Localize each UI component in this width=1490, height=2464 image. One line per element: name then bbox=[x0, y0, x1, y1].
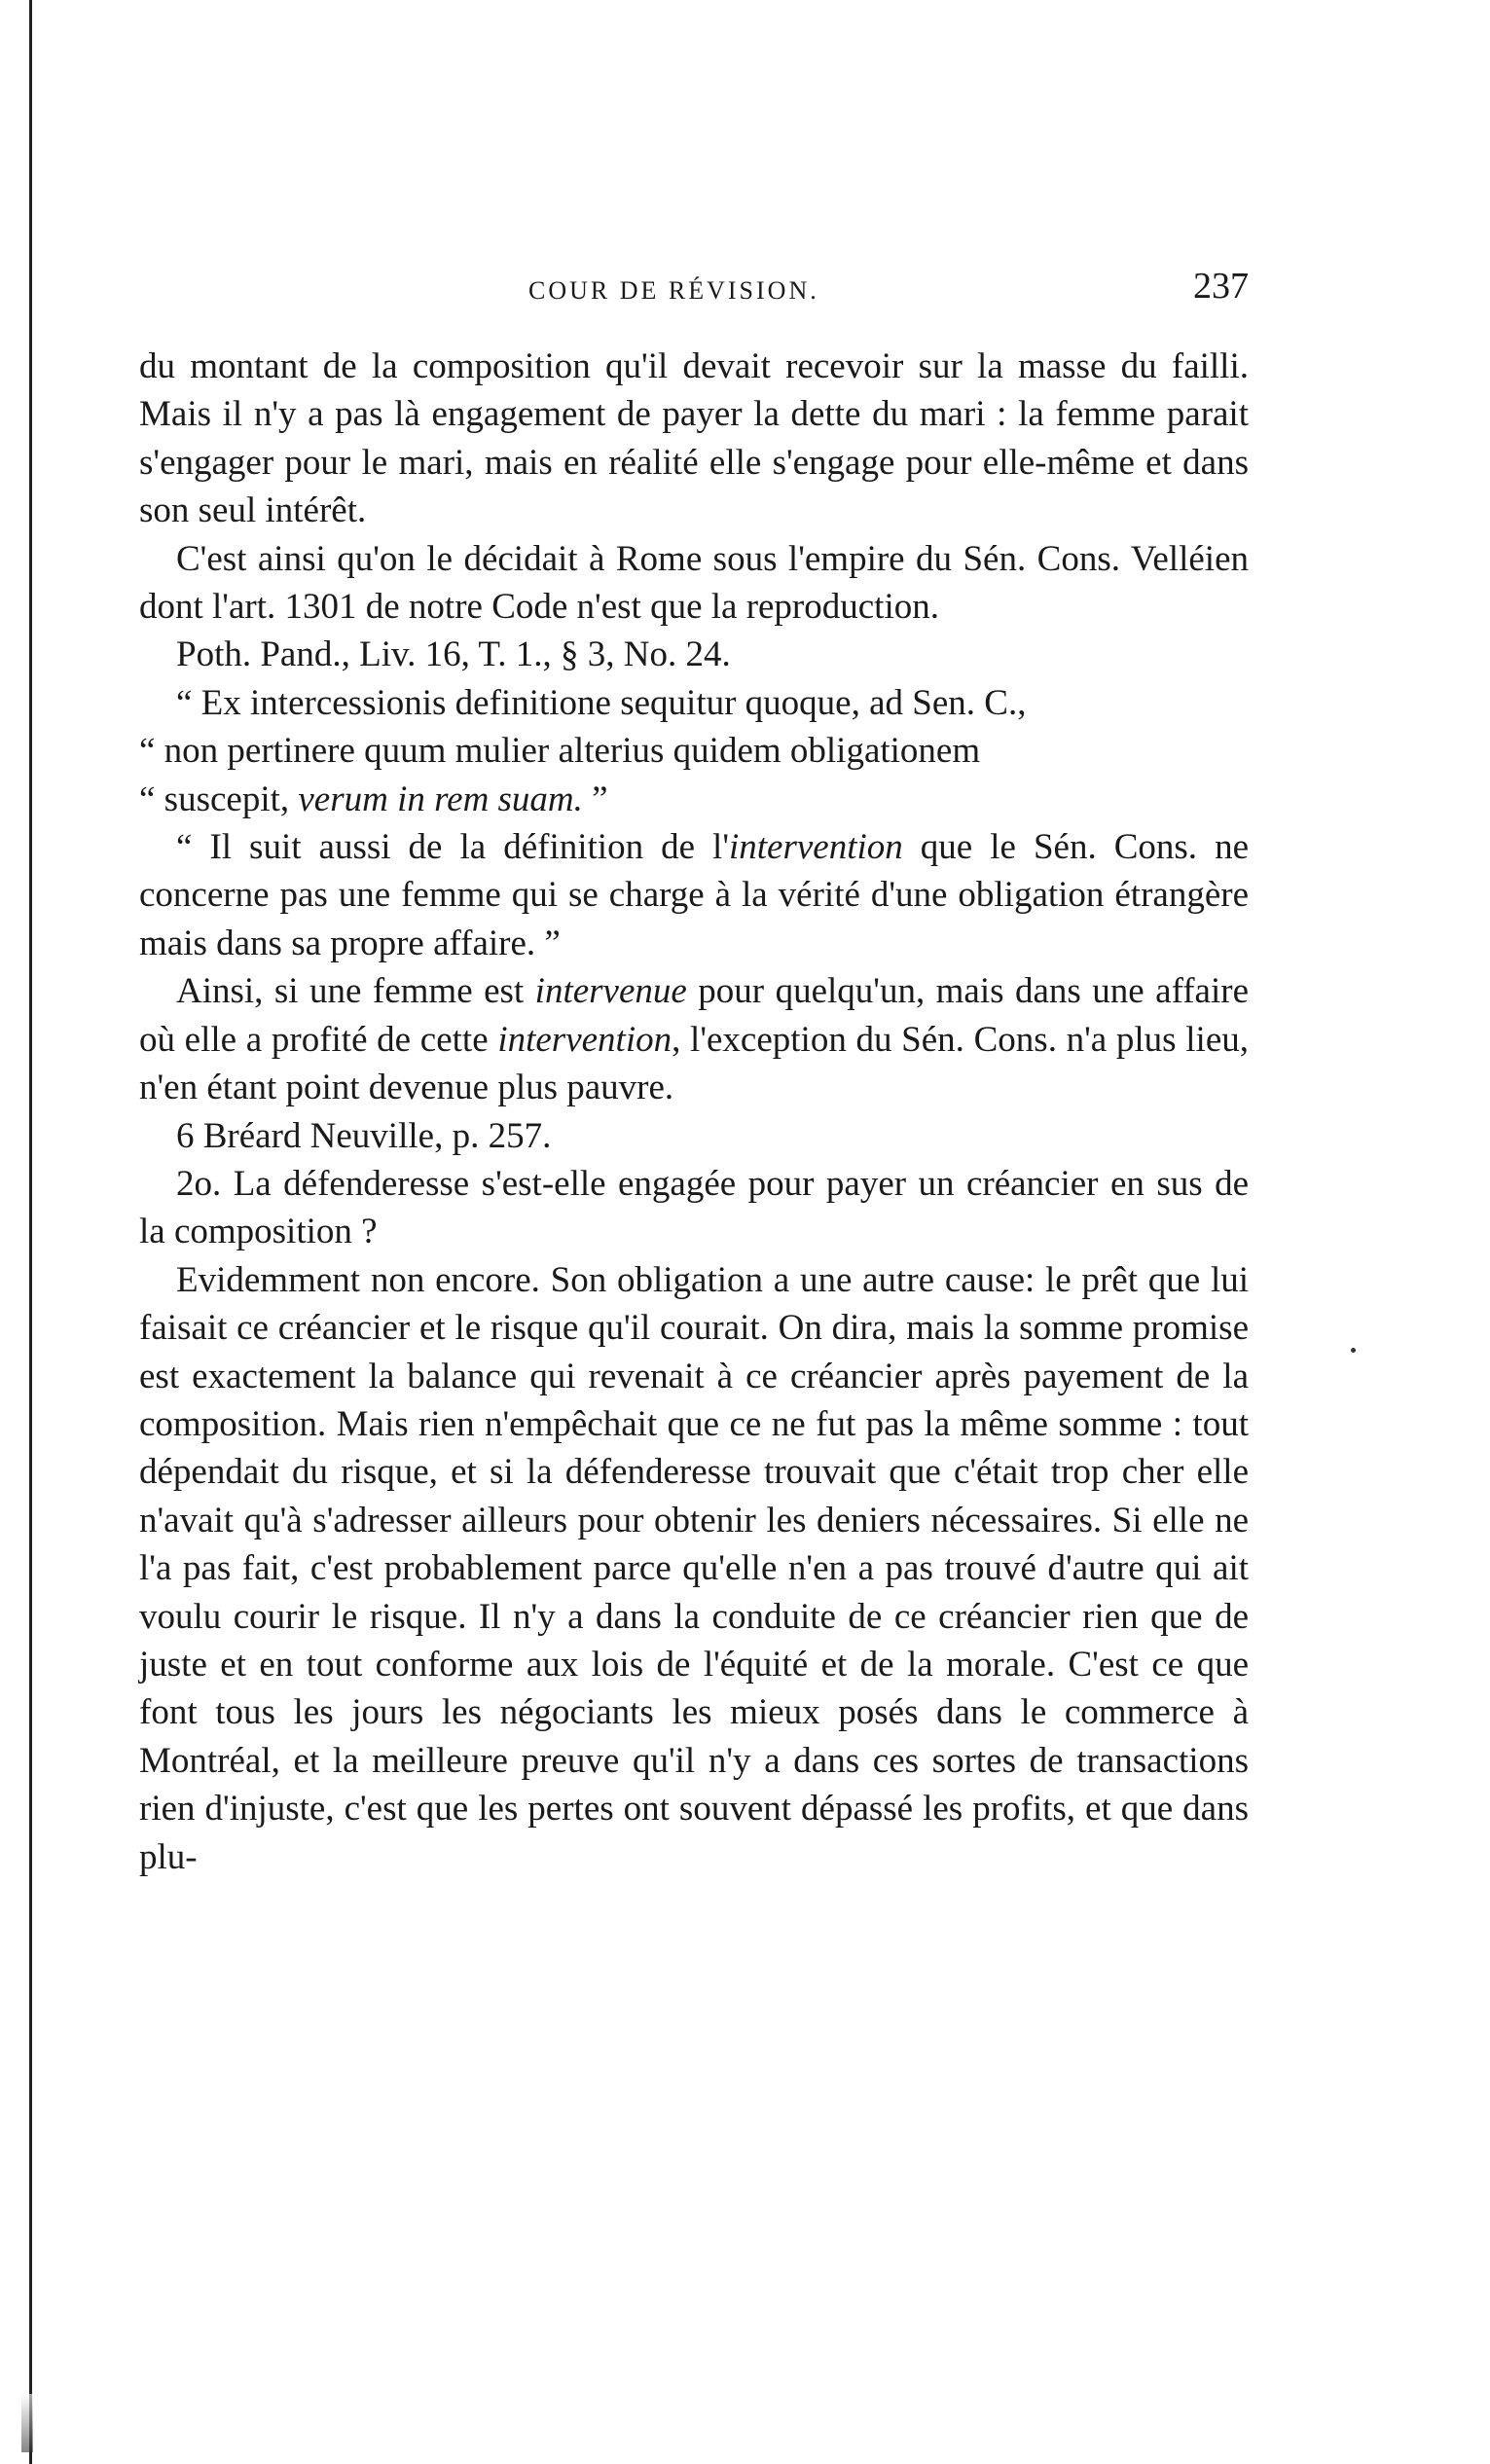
french-quotation bbox=[139, 823, 1249, 967]
french-quote-italic: intervention bbox=[728, 827, 903, 868]
ainsi-italic-intervenue: intervenue bbox=[534, 971, 687, 1012]
french-quote-lead: “ Il suit aussi de la définition de l' bbox=[176, 827, 729, 868]
latin-quote-line-1: “ Ex intercessionis definitione sequitur quoque, ad Sen. C., bbox=[176, 682, 1027, 723]
latin-quote-line-2: “ non pertinere quum mulier alterius quidem obligationem bbox=[139, 731, 981, 772]
page-binding-edge bbox=[29, 0, 32, 2464]
paragraph-evidemment: Evidemment non encore. Son obligation a une autre cause: le prêt que lui faisait ce créancier et le risque qu'il courait. On dira, mais la somme promise est exactement la balance qui revenait à ce créancier après payement de la composition. Mais rien n'empêchait que ce ne fut pas la même somme : tout dépendait du risque, et si la défenderesse trouvait que c'était trop cher elle n'avait qu'à s'adresser ailleurs pour obtenir les deniers nécessaires. Si elle ne l'a pas fait, c'est probablement parce qu'elle n'en a pas trouvé d'autre qui ait voulu courir le risque. Il n'y a dans la conduite de ce créancier rien que de juste et en tout conforme aux lois de l'équité et de la morale. C'est ce que font tous les jours les négociants les mieux posés dans le commerce à Montréal, et la meilleure preuve qu'il n'y a dans ces sortes de transactions rien d'injuste, c'est que les pertes ont souvent dépassé les profits, et que dans plu- bbox=[139, 1259, 1249, 1877]
binding-smudge bbox=[21, 2394, 33, 2452]
ainsi-italic-intervention: intervention bbox=[497, 1019, 672, 1060]
ainsi-part-b: pour quelqu'un, mais dans une affaire où elle a profité de cette bbox=[139, 971, 1249, 1060]
latin-quotation bbox=[139, 679, 1249, 823]
print-speck bbox=[1351, 1348, 1356, 1353]
latin-quote-lead: “ suscepit, bbox=[139, 779, 299, 819]
ainsi-part-a: Ainsi, si une femme est bbox=[176, 971, 535, 1012]
citation-breard: 6 Bréard Neuville, p. 257. bbox=[176, 1115, 552, 1156]
french-quote-rest: que le Sén. Cons. ne concerne pas une femme qui se charge à la vérité d'une obligation étrangère mais dans sa propre affaire. ” bbox=[139, 827, 1249, 963]
page-header bbox=[139, 265, 1249, 313]
page-body bbox=[139, 343, 1249, 1881]
running-head: COUR DE RÉVISION. bbox=[528, 276, 819, 305]
paragraph-ainsi bbox=[139, 967, 1249, 1111]
latin-quote-italic: verum in rem suam. bbox=[298, 779, 583, 819]
latin-quote-line-3 bbox=[139, 776, 1249, 823]
page-number: 237 bbox=[1193, 266, 1249, 307]
ainsi-part-c: , l'exception du Sén. Cons. n'a plus lieu, n'en étant point devenue plus pauvre. bbox=[139, 1019, 1249, 1108]
citation-pothier: Poth. Pand., Liv. 16, T. 1., § 3, No. 24. bbox=[176, 634, 731, 675]
question-two: 2o. La défenderesse s'est-elle engagée pour payer un créancier en sus de la composition ? bbox=[139, 1163, 1249, 1252]
paragraph-senatus-consult: C'est ainsi qu'on le décidait à Rome sous l'empire du Sén. Cons. Velléien dont l'art. 1301 de notre Code n'est que la reproduction. bbox=[139, 538, 1249, 628]
latin-quote-close: ” bbox=[582, 779, 608, 819]
paragraph-continuation: du montant de la composition qu'il devait recevoir sur la masse du failli. Mais il n'y a pas là engagement de payer la dette du mari : la femme parait s'engager pour le mari, mais en réalité elle s'engage pour elle-même et dans son seul intérêt. bbox=[139, 346, 1249, 531]
